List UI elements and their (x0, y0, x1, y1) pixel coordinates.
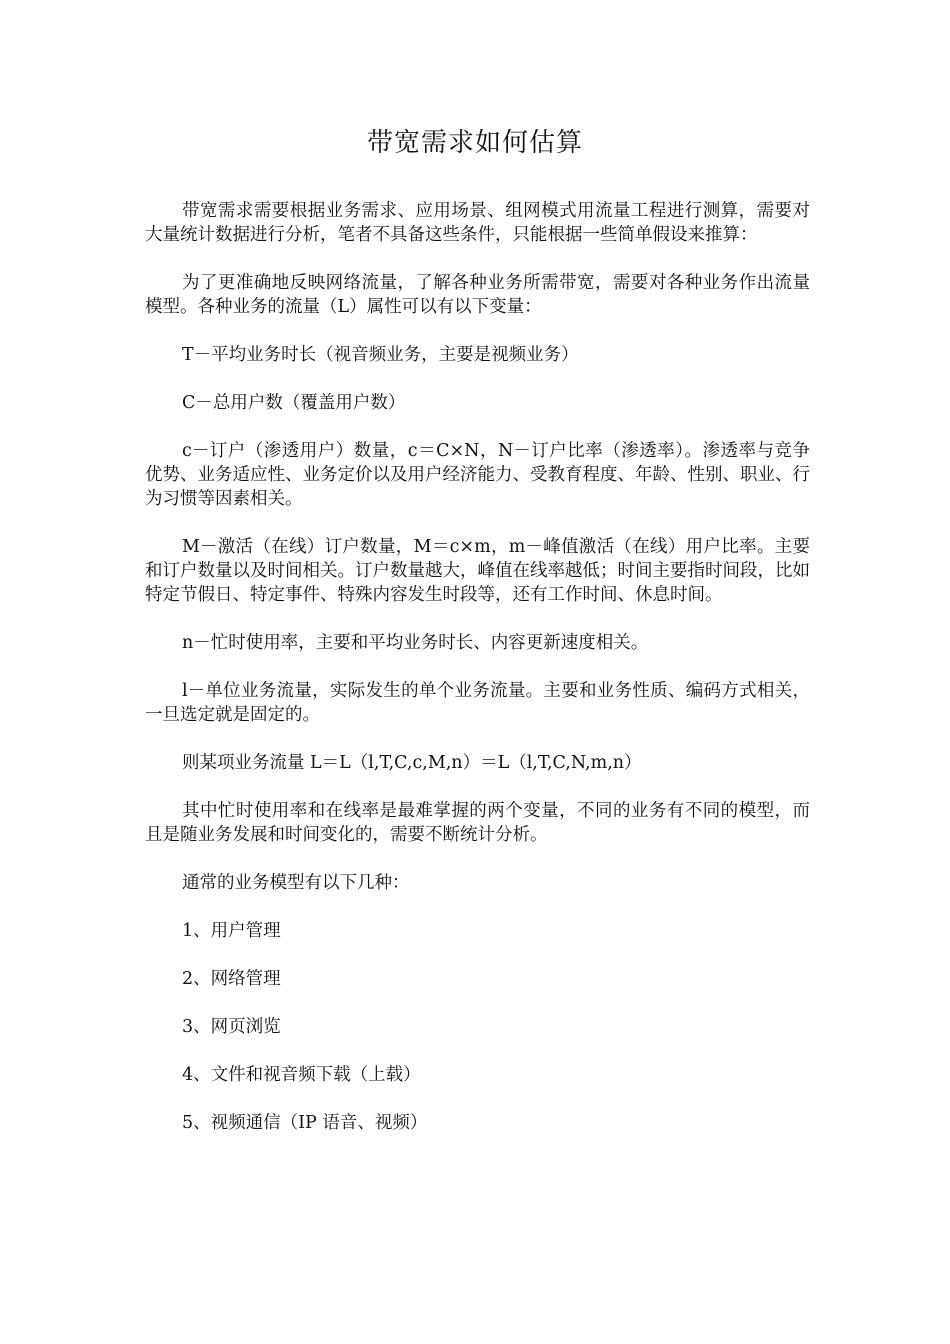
paragraph-variable-n: n－忙时使用率，主要和平均业务时长、内容更新速度相关。 (182, 633, 649, 653)
paragraph-difficulty: 其中忙时使用率和在线率是最难掌握的两个变量，不同的业务有不同的模型，而且是随业务发展和时间变化的，需要不断统计分析。 (145, 801, 810, 845)
list-item-user-management: 1、用户管理 (182, 921, 281, 941)
paragraph-intro: 带宽需求需要根据业务需求、应用场景、组网模式用流量工程进行测算，需要对大量统计数据进行分析，笔者不具备这些条件，只能根据一些简单假设来推算： (145, 201, 810, 245)
document-title: 带宽需求如何估算 (366, 128, 583, 158)
list-item-network-management: 2、网络管理 (182, 969, 281, 989)
list-item-web-browsing: 3、网页浏览 (182, 1017, 281, 1037)
paragraph-variable-l: l－单位业务流量，实际发生的单个业务流量。主要和业务性质、编码方式相关，一旦选定就是固定的。 (145, 681, 810, 725)
paragraph-variable-m: M－激活（在线）订户数量，M＝c×m，m－峰值激活（在线）用户比率。主要和订户数量以及时间相关。订户数量越大，峰值在线率越低；时间主要指时间段，比如特定节假日、特定事件、特殊内容发生时段等，还有工作时间、休息时间。 (145, 537, 810, 605)
list-item-video-communication: 5、视频通信（IP 语音、视频） (182, 1113, 428, 1133)
paragraph-formula: 则某项业务流量 L＝L（l,T,C,c,M,n）＝L（l,T,C,N,m,n） (182, 753, 642, 773)
paragraph-traffic-model: 为了更准确地反映网络流量，了解各种业务所需带宽，需要对各种业务作出流量模型。各种业务的流量（L）属性可以有以下变量： (145, 273, 810, 317)
document-body (145, 199, 810, 1159)
paragraph-variable-t: T－平均业务时长（视音频业务，主要是视频业务） (182, 345, 579, 365)
paragraph-variable-c-subscribers: c－订户（渗透用户）数量，c＝C×N，N－订户比率（渗透率）。渗透率与竞争优势、业务适应性、业务定价以及用户经济能力、受教育程度、年龄、性别、职业、行为习惯等因素相关。 (145, 441, 810, 509)
paragraph-models-intro: 通常的业务模型有以下几种： (182, 873, 410, 893)
paragraph-variable-c-total: C－总用户数（覆盖用户数） (182, 393, 406, 413)
list-item-file-download: 4、文件和视音频下载（上载） (182, 1065, 421, 1085)
